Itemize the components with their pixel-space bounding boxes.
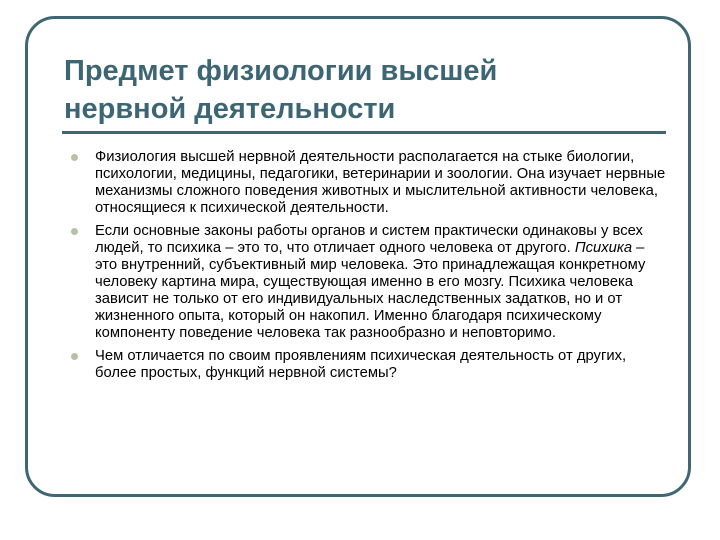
bullet-text-italic-term: Психика	[574, 240, 633, 256]
bullet-dot-icon	[71, 353, 78, 360]
title-line-1: Предмет физиологии высшей	[64, 55, 498, 87]
title-line-2: нервной деятельности	[64, 93, 396, 125]
bullet-text: Чем отличается по своим проявлениям психическая деятельность от других, более простых, функций нервной системы?	[95, 348, 627, 381]
slide-title	[64, 52, 624, 128]
bullet-dot-icon	[71, 154, 78, 161]
bullet-text-part-1: Если основные законы работы органов и систем практически одинаковы у всех людей, то психика – это то, что отличает одного человека от другого.	[95, 223, 643, 256]
bullet-dot-icon	[71, 228, 78, 235]
bullet-item-1	[70, 149, 670, 217]
bullet-item-3	[70, 348, 670, 382]
title-underline	[62, 131, 666, 134]
bullet-text-part-2: – это внутренний, субъективный мир человека. Это принадлежащая конкретному человеку картина мира, существующая именно в его мозгу. Психика человека зависит не только от его индивидуальных наследственных задатков, но и от жизненного опыта, который он накопил. Именно благодаря психическому компоненту поведение человека так разнообразно и неповторимо.	[95, 240, 646, 341]
bullet-text: Физиология высшей нервной деятельности располагается на стыке биологии, психологии, медицины, педагогики, ветеринарии и зоологии. Она изучает нервные механизмы сложного поведения животных и мыслительной активности человека, относящиеся к психической деятельности.	[95, 149, 666, 216]
bullet-list	[70, 149, 670, 388]
bullet-item-2	[70, 223, 670, 342]
